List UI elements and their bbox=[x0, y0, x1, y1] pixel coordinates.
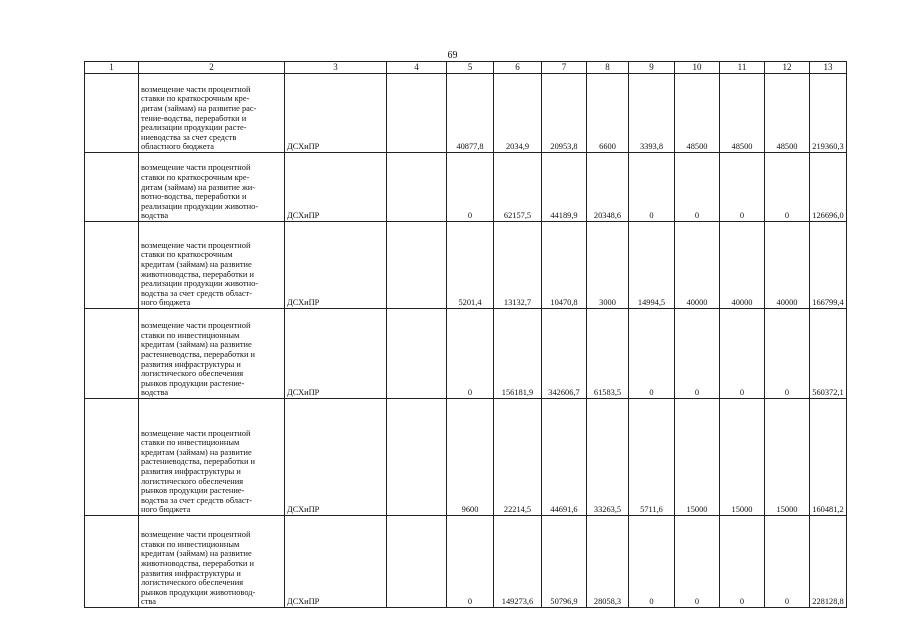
table-cell: 560372,1 bbox=[810, 309, 847, 399]
table-row bbox=[85, 74, 847, 153]
row-executor: ДСХиПР bbox=[285, 222, 387, 309]
table-cell bbox=[85, 222, 139, 309]
table-cell: 20953,8 bbox=[542, 74, 587, 153]
table-cell bbox=[387, 399, 447, 516]
column-header: 1 bbox=[85, 62, 139, 74]
table-cell: 0 bbox=[765, 309, 810, 399]
header-row bbox=[85, 62, 847, 74]
row-description: возмещение части процентной ставки по краткосрочным кре- дитам (займам) на развитие жи- вотно-водства, переработки и реализации продукции животно- водства bbox=[139, 153, 285, 222]
table-cell: 40000 bbox=[720, 222, 765, 309]
table-cell: 14994,5 bbox=[629, 222, 675, 309]
page-number: 69 bbox=[447, 50, 458, 61]
table-cell: 5201,4 bbox=[447, 222, 494, 309]
table-cell: 219360,3 bbox=[810, 74, 847, 153]
table-cell bbox=[85, 153, 139, 222]
table-cell: 0 bbox=[675, 309, 720, 399]
row-description: возмещение части процентной ставки по инвестиционным кредитам (займам) на развитие животноводства, переработки и развития инфраструктуры и логистического обеспечения рынков продукции животновод- ства bbox=[139, 516, 285, 608]
row-description: возмещение части процентной ставки по краткосрочным кредитам (займам) на развитие животноводства, переработки и реализации продукции животно- водства за счет средств област- ного бюджета bbox=[139, 222, 285, 309]
row-executor: ДСХиПР bbox=[285, 74, 387, 153]
table-cell bbox=[387, 222, 447, 309]
table-row bbox=[85, 399, 847, 516]
table-cell: 0 bbox=[629, 309, 675, 399]
table-cell: 0 bbox=[720, 516, 765, 608]
column-header: 6 bbox=[494, 62, 542, 74]
row-executor: ДСХиПР bbox=[285, 309, 387, 399]
table-cell: 0 bbox=[765, 516, 810, 608]
table-cell: 0 bbox=[765, 153, 810, 222]
table-cell: 156181,9 bbox=[494, 309, 542, 399]
row-description: возмещение части процентной ставки по инвестиционным кредитам (займам) на развитие растениеводства, переработки и развития инфраструктуры и логистического обеспечения рынков продукции растение- водства bbox=[139, 309, 285, 399]
table-cell: 0 bbox=[447, 309, 494, 399]
table-cell: 126696,0 bbox=[810, 153, 847, 222]
table-cell: 5711,6 bbox=[629, 399, 675, 516]
table-cell: 166799,4 bbox=[810, 222, 847, 309]
table-cell bbox=[85, 516, 139, 608]
table-cell: 3000 bbox=[587, 222, 629, 309]
table-cell: 48500 bbox=[675, 74, 720, 153]
table-cell: 40000 bbox=[765, 222, 810, 309]
column-header: 5 bbox=[447, 62, 494, 74]
column-header: 10 bbox=[675, 62, 720, 74]
table-cell: 50796,9 bbox=[542, 516, 587, 608]
table-cell: 9600 bbox=[447, 399, 494, 516]
column-header: 8 bbox=[587, 62, 629, 74]
table-cell: 40000 bbox=[675, 222, 720, 309]
table-row bbox=[85, 222, 847, 309]
column-header: 9 bbox=[629, 62, 675, 74]
budget-table bbox=[84, 61, 847, 608]
table-cell: 342606,7 bbox=[542, 309, 587, 399]
table-cell: 15000 bbox=[675, 399, 720, 516]
table-cell bbox=[85, 399, 139, 516]
column-header: 13 bbox=[810, 62, 847, 74]
column-header: 3 bbox=[285, 62, 387, 74]
column-header: 11 bbox=[720, 62, 765, 74]
table-cell: 44189,9 bbox=[542, 153, 587, 222]
table-cell: 40877,8 bbox=[447, 74, 494, 153]
table-cell: 20348,6 bbox=[587, 153, 629, 222]
table-cell: 0 bbox=[720, 309, 765, 399]
column-header: 2 bbox=[139, 62, 285, 74]
table-cell: 15000 bbox=[720, 399, 765, 516]
table-cell bbox=[85, 309, 139, 399]
table-cell: 10470,8 bbox=[542, 222, 587, 309]
table-cell: 0 bbox=[675, 516, 720, 608]
table-cell: 13132,7 bbox=[494, 222, 542, 309]
table-cell: 62157,5 bbox=[494, 153, 542, 222]
table-cell: 228128,8 bbox=[810, 516, 847, 608]
row-description: возмещение части процентной ставки по инвестиционным кредитам (займам) на развитие растениеводства, переработки и развития инфраструктуры и логистического обеспечения рынков продукции растение- водства за счет средств област- ного бюджета bbox=[139, 399, 285, 516]
table-cell: 44691,6 bbox=[542, 399, 587, 516]
table-cell bbox=[387, 309, 447, 399]
table-cell: 6600 bbox=[587, 74, 629, 153]
table-row bbox=[85, 153, 847, 222]
table-row bbox=[85, 516, 847, 608]
table-cell: 61583,5 bbox=[587, 309, 629, 399]
column-header: 7 bbox=[542, 62, 587, 74]
table-cell: 0 bbox=[629, 153, 675, 222]
row-description: возмещение части процентной ставки по краткосрочным кре- дитам (займам) на развитие рас- тение-водства, переработки и реализации продукции расте- ниеводства за счет средств областного бюджета bbox=[139, 74, 285, 153]
table-cell: 22214,5 bbox=[494, 399, 542, 516]
table-cell: 160481,2 bbox=[810, 399, 847, 516]
table-cell: 0 bbox=[447, 153, 494, 222]
column-header: 12 bbox=[765, 62, 810, 74]
table-cell: 28058,3 bbox=[587, 516, 629, 608]
table-cell: 149273,6 bbox=[494, 516, 542, 608]
row-executor: ДСХиПР bbox=[285, 516, 387, 608]
table-cell bbox=[85, 74, 139, 153]
row-executor: ДСХиПР bbox=[285, 399, 387, 516]
table-cell: 0 bbox=[675, 153, 720, 222]
table-cell: 2034,9 bbox=[494, 74, 542, 153]
table-cell: 48500 bbox=[720, 74, 765, 153]
table-cell: 33263,5 bbox=[587, 399, 629, 516]
row-executor: ДСХиПР bbox=[285, 153, 387, 222]
table-cell: 0 bbox=[720, 153, 765, 222]
table-cell: 3393,8 bbox=[629, 74, 675, 153]
table-cell: 0 bbox=[629, 516, 675, 608]
table-cell: 0 bbox=[447, 516, 494, 608]
column-header: 4 bbox=[387, 62, 447, 74]
table-row bbox=[85, 309, 847, 399]
table-cell: 15000 bbox=[765, 399, 810, 516]
table-cell bbox=[387, 516, 447, 608]
table-cell bbox=[387, 153, 447, 222]
table-cell: 48500 bbox=[765, 74, 810, 153]
table-cell bbox=[387, 74, 447, 153]
